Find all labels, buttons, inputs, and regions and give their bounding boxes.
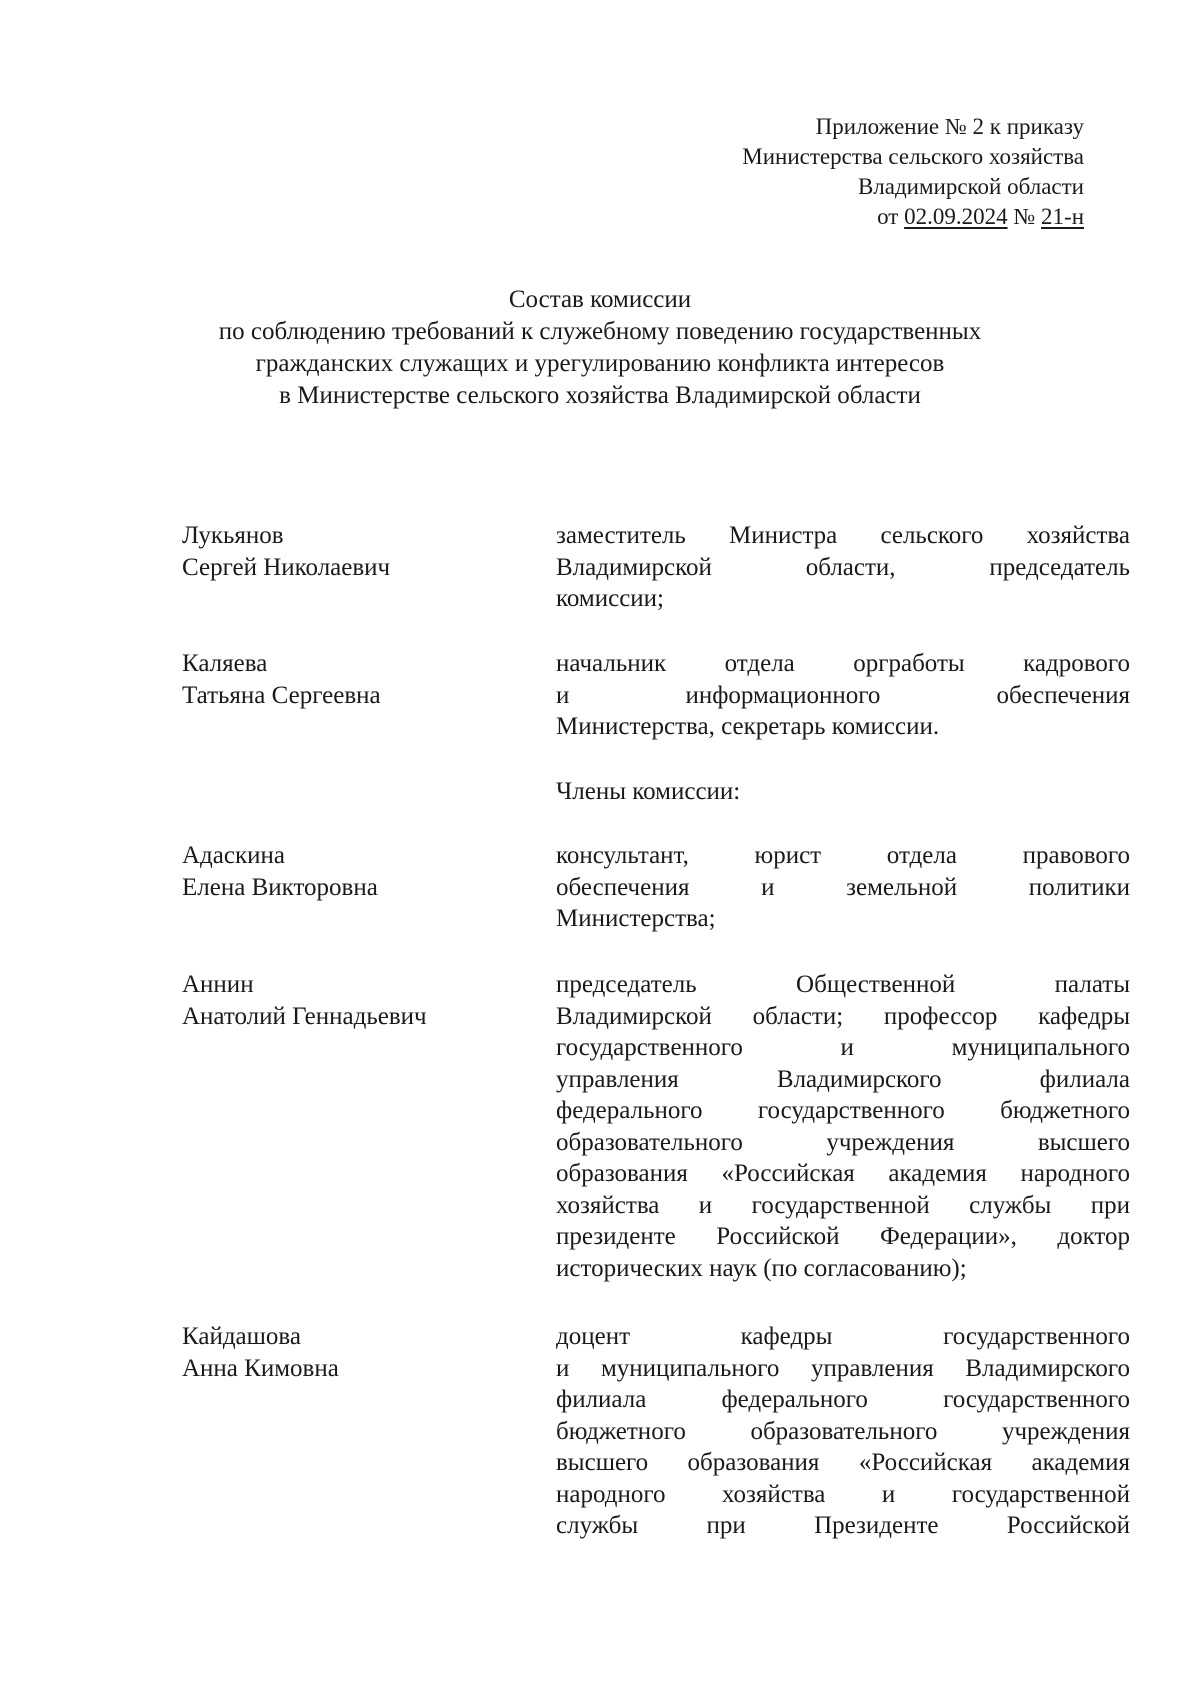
appendix-line-3: Владимирской области [857, 174, 1084, 199]
role-line: и информационного обеспечения [556, 681, 1130, 709]
role-line: образовательного учреждения высшего [556, 1128, 1130, 1156]
member-given-name: Анатолий Геннадьевич [182, 1002, 427, 1030]
member-role [556, 648, 1130, 743]
member-name [182, 648, 512, 711]
role-line: филиала федерального государственного [556, 1386, 1130, 1413]
role-line: обеспечения и земельной политики [556, 873, 1130, 901]
appendix-date: 02.09.2024 [904, 204, 1008, 229]
role-line: высшего образования «Российская академия [556, 1449, 1130, 1476]
role-line: бюджетного образовательного учреждения [556, 1417, 1130, 1445]
role-line: Владимирской области; профессор кафедры [556, 1002, 1130, 1030]
members-section-label: Члены комиссии: [556, 778, 741, 805]
appendix-number-prefix: № [1007, 204, 1042, 229]
role-line: управления Владимирского филиала [556, 1065, 1130, 1093]
member-role [556, 1321, 1130, 1542]
role-line: Министерства, секретарь комиссии. [556, 713, 940, 740]
title-line-1: Состав комиссии [508, 286, 692, 313]
member-surname: Каляева [182, 650, 268, 677]
member-role [556, 840, 1130, 935]
role-line: начальник отдела оргработы кадрового [556, 650, 1130, 677]
member-surname: Аннин [182, 971, 254, 998]
title-line-3: гражданских служащих и урегулированию конфликта интересов [255, 350, 945, 377]
role-line: образования «Российская академия народного [556, 1160, 1130, 1187]
member-surname: Лукьянов [182, 522, 284, 549]
title-line-2: по соблюдению требований к служебному поведению государственных [218, 318, 982, 345]
role-line: Владимирской области, председатель [556, 553, 1130, 581]
role-line: консультант, юрист отдела правового [556, 842, 1130, 869]
member-given-name: Елена Викторовна [182, 873, 378, 901]
member-given-name: Татьяна Сергеевна [182, 681, 381, 709]
member-given-name: Анна Кимовна [182, 1354, 339, 1382]
member-role [556, 969, 1130, 1284]
member-name [182, 1321, 512, 1384]
role-line: заместитель Министра сельского хозяйства [556, 522, 1130, 549]
role-line: комиссии; [556, 585, 664, 612]
appendix-header [624, 112, 1084, 232]
appendix-line-2: Министерства сельского хозяйства [742, 144, 1084, 169]
role-line: и муниципального управления Владимирского [556, 1354, 1130, 1382]
document-title [160, 284, 1040, 412]
role-line: исторических наук (по согласованию); [556, 1254, 967, 1282]
title-line-4: в Министерстве сельского хозяйства Владимирской области [279, 382, 921, 409]
role-line: Министерства; [556, 905, 716, 932]
appendix-line-1: Приложение № 2 к приказу [815, 114, 1084, 139]
member-name [182, 969, 512, 1032]
role-line: президенте Российской Федерации», доктор [556, 1223, 1130, 1250]
member-role [556, 520, 1130, 615]
role-line: федерального государственного бюджетного [556, 1097, 1130, 1124]
member-given-name: Сергей Николаевич [182, 553, 391, 581]
role-line: председатель Общественной палаты [556, 971, 1130, 998]
member-name [182, 840, 512, 903]
member-surname: Кайдашова [182, 1323, 301, 1350]
role-line: доцент кафедры государственного [556, 1323, 1130, 1350]
role-line: народного хозяйства и государственной [556, 1480, 1130, 1508]
role-line: хозяйства и государственной службы при [556, 1191, 1130, 1219]
member-name [182, 520, 512, 583]
appendix-date-prefix: от [877, 204, 905, 229]
member-surname: Адаскина [182, 842, 285, 869]
role-line: службы при Президенте Российской [556, 1512, 1130, 1539]
appendix-line-4 [624, 202, 1084, 232]
role-line: государственного и муниципального [556, 1034, 1130, 1061]
appendix-number: 21-н [1041, 204, 1084, 229]
